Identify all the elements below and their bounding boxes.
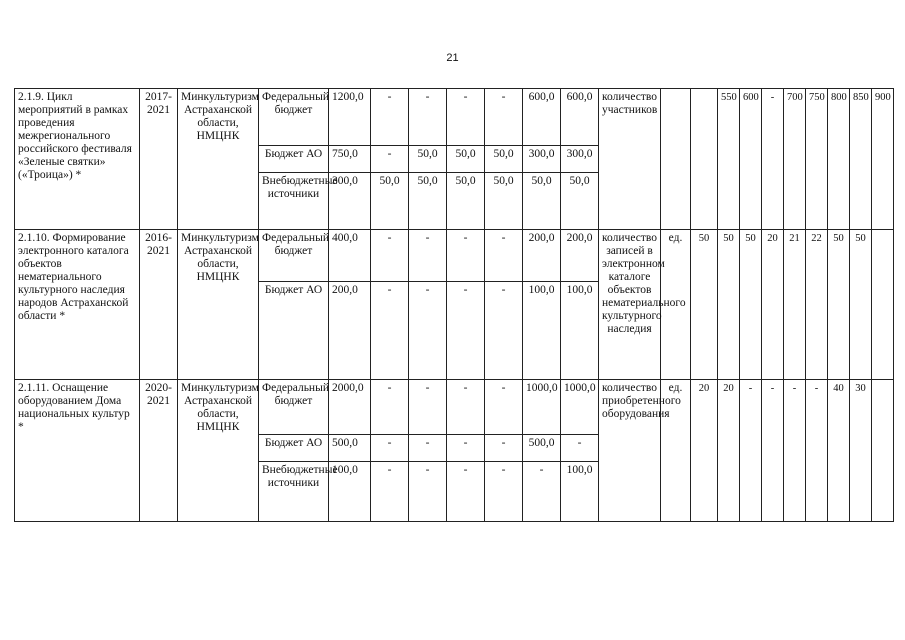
funding-value: -	[371, 230, 409, 282]
funding-value: -	[447, 380, 485, 435]
funding-value: 100,0	[329, 462, 371, 522]
indicator-target: 30	[850, 380, 872, 522]
funding-value: 600,0	[561, 89, 599, 146]
indicator-unit	[661, 89, 691, 230]
indicator-target: 50	[850, 230, 872, 380]
table-row	[15, 380, 894, 435]
funding-value: 50,0	[409, 146, 447, 173]
funding-source: Бюджет АО	[259, 146, 329, 173]
indicator-target: 800	[828, 89, 850, 230]
funding-value: -	[409, 380, 447, 435]
funding-value: -	[409, 435, 447, 462]
funding-value: -	[409, 282, 447, 380]
funding-value: -	[371, 462, 409, 522]
funding-value: -	[485, 435, 523, 462]
event-title: 2.1.10. Формирование электронного каталога объектов нематериального культурного наследия народов Астраханской области *	[15, 230, 140, 380]
funding-value: 50,0	[485, 173, 523, 230]
funding-value: 500,0	[329, 435, 371, 462]
event-executor: Минкультуризм Астраханской области, НМЦНК	[178, 89, 259, 230]
funding-source: Федеральный бюджет	[259, 380, 329, 435]
funding-value: -	[371, 146, 409, 173]
funding-source: Федеральный бюджет	[259, 230, 329, 282]
event-period: 2020-2021	[140, 380, 178, 522]
funding-value: -	[371, 282, 409, 380]
funding-value: -	[523, 462, 561, 522]
funding-source: Бюджет АО	[259, 435, 329, 462]
indicator-target: -	[762, 380, 784, 522]
indicator-unit: ед.	[661, 230, 691, 380]
indicator-target: 900	[872, 89, 894, 230]
table-body	[15, 89, 894, 522]
indicator-target: 50	[691, 230, 718, 380]
funding-value: -	[371, 435, 409, 462]
funding-value: 50,0	[447, 173, 485, 230]
funding-value: 500,0	[523, 435, 561, 462]
funding-value: -	[447, 435, 485, 462]
funding-value: 750,0	[329, 146, 371, 173]
event-title: 2.1.9. Цикл мероприятий в рамках проведения межрегионального российского фестиваля «Зеленые святки» («Троица») *	[15, 89, 140, 230]
funding-value: 1200,0	[329, 89, 371, 146]
funding-value: -	[561, 435, 599, 462]
indicator-target: -	[740, 380, 762, 522]
funding-source: Бюджет АО	[259, 282, 329, 380]
event-period: 2017-2021	[140, 89, 178, 230]
funding-value: 50,0	[371, 173, 409, 230]
funding-value: -	[447, 230, 485, 282]
funding-value: 600,0	[523, 89, 561, 146]
indicator-target: 20	[718, 380, 740, 522]
funding-value: -	[485, 230, 523, 282]
program-table	[14, 88, 894, 522]
table-row	[15, 230, 894, 282]
page-number: 21	[446, 52, 459, 64]
indicator-name: количество записей в электронном каталоге объектов нематериального культурного наследия	[599, 230, 661, 380]
indicator-target: 50	[828, 230, 850, 380]
funding-value: 100,0	[561, 462, 599, 522]
event-title: 2.1.11. Оснащение оборудованием Дома национальных культур *	[15, 380, 140, 522]
indicator-target: 700	[784, 89, 806, 230]
indicator-target: 50	[718, 230, 740, 380]
event-executor: Минкультуризм Астраханской области, НМЦНК	[178, 230, 259, 380]
funding-source: Внебюджетные источники	[259, 173, 329, 230]
funding-value: 300,0	[329, 173, 371, 230]
funding-value: -	[371, 89, 409, 146]
funding-source: Федеральный бюджет	[259, 89, 329, 146]
funding-value: -	[485, 89, 523, 146]
funding-value: -	[409, 230, 447, 282]
indicator-unit: ед.	[661, 380, 691, 522]
indicator-target: 20	[691, 380, 718, 522]
indicator-target: 21	[784, 230, 806, 380]
funding-value: 200,0	[561, 230, 599, 282]
funding-source: Внебюджетные источники	[259, 462, 329, 522]
funding-value: -	[485, 380, 523, 435]
indicator-target: 40	[828, 380, 850, 522]
indicator-target: 20	[762, 230, 784, 380]
funding-value: -	[485, 282, 523, 380]
indicator-target: -	[784, 380, 806, 522]
indicator-target: 22	[806, 230, 828, 380]
event-period: 2016-2021	[140, 230, 178, 380]
indicator-target	[872, 230, 894, 380]
indicator-target: 550	[718, 89, 740, 230]
funding-value: -	[447, 282, 485, 380]
funding-value: -	[485, 462, 523, 522]
funding-value: -	[447, 89, 485, 146]
funding-value: 50,0	[523, 173, 561, 230]
funding-value: 50,0	[561, 173, 599, 230]
indicator-target	[691, 89, 718, 230]
funding-value: 300,0	[523, 146, 561, 173]
funding-value: -	[409, 89, 447, 146]
funding-value: 50,0	[485, 146, 523, 173]
indicator-target: -	[762, 89, 784, 230]
funding-value: 50,0	[409, 173, 447, 230]
indicator-name: количество приобретенного оборудования	[599, 380, 661, 522]
indicator-target: 750	[806, 89, 828, 230]
funding-value: 1000,0	[561, 380, 599, 435]
indicator-target	[872, 380, 894, 522]
funding-value: 200,0	[523, 230, 561, 282]
funding-value: -	[409, 462, 447, 522]
event-executor: Минкультуризм Астраханской области, НМЦНК	[178, 380, 259, 522]
funding-value: -	[447, 462, 485, 522]
funding-value: 1000,0	[523, 380, 561, 435]
funding-value: 200,0	[329, 282, 371, 380]
indicator-target: 600	[740, 89, 762, 230]
table-row	[15, 89, 894, 146]
funding-value: 50,0	[447, 146, 485, 173]
indicator-target: 50	[740, 230, 762, 380]
funding-value: 300,0	[561, 146, 599, 173]
funding-value: 100,0	[561, 282, 599, 380]
indicator-target: -	[806, 380, 828, 522]
funding-value: 400,0	[329, 230, 371, 282]
funding-value: 2000,0	[329, 380, 371, 435]
indicator-name: количество участников	[599, 89, 661, 230]
funding-value: 100,0	[523, 282, 561, 380]
funding-value: -	[371, 380, 409, 435]
indicator-target: 850	[850, 89, 872, 230]
